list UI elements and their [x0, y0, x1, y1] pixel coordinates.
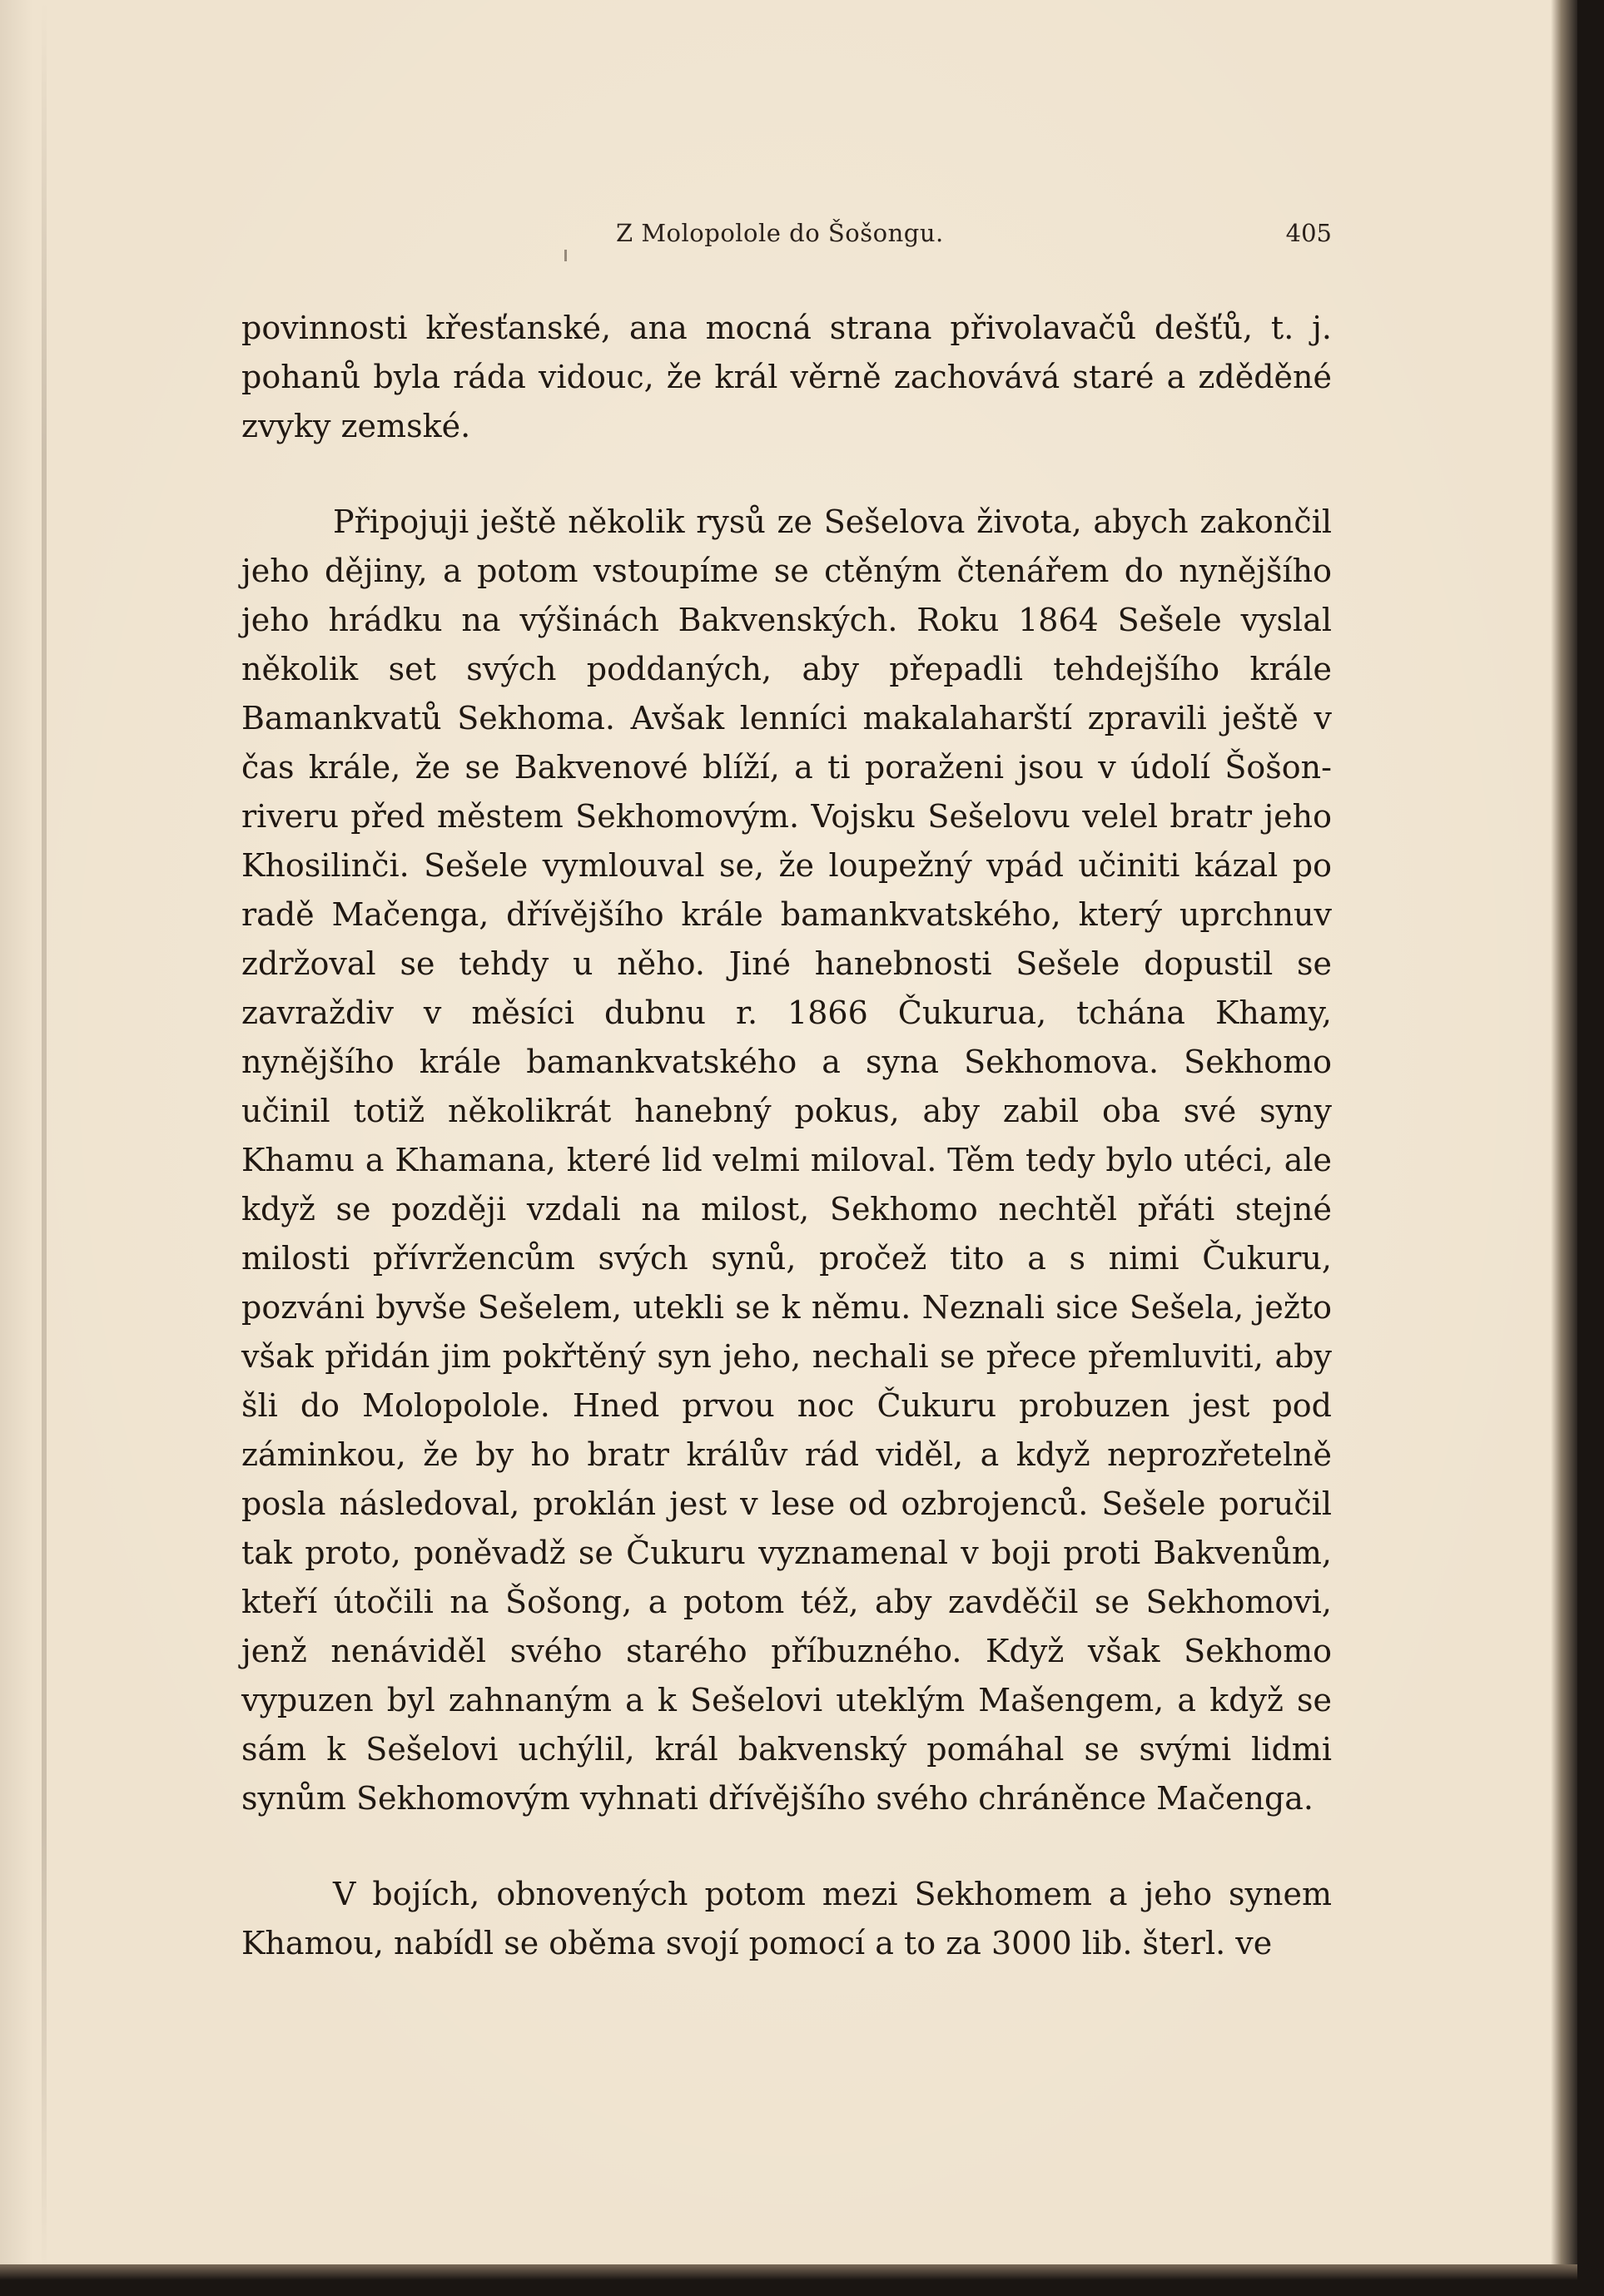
page-bottom-shadow: [0, 2264, 1577, 2280]
body-text: [241, 304, 1332, 1968]
running-head-title: Z Molopolole do Šošongu.: [616, 219, 944, 247]
paragraph: V bojích, obnovených potom mezi Sekhomem a jeho synem Khamou, nabídl se oběma svojí pomocí a to za 3000 lib. šterl. ve: [241, 1876, 1332, 1961]
paragraph: Připojuji ještě několik rysů ze Sešelova života, abych zakončil jeho dějiny, a potom vstoupíme se ctěným čtenářem do nynějšího jeho hrádku na výšinách Bakvenských. Roku 1864 Sešele vyslal několik set svých poddaných, aby přepadli tehdejšího krále Bamankvatů Sekhoma. Avšak lenníci makalaharští zpravili ještě v čas krále, že se Bakvenové blíží, a ti poraženi jsou v údolí Šošon-riveru před městem Sekhomovým. Vojsku Sešelovu velel bratr jeho Khosilinči. Sešele vymlouval se, že loupežný vpád učiniti kázal po radě Mačenga, dřívějšího krále bamankvatského, který uprchnuv zdržoval se tehdy u něho. Jiné hanebnosti Sešele dopustil se zavraždiv v měsíci dubnu r. 1866 Čukurua, tchána Khamy, nynějšího krále bamankvatského a syna Sekhomova. Sekhomo učinil totiž několikrát hanebný pokus, aby zabil oba své syny Khamu a Khamana, které lid velmi miloval. Těm tedy bylo utéci, ale když se později vzdali na milost, Sekhomo nechtěl přáti stejné milosti přívržencům svých synů, pročež tito a s nimi Čukuru, pozváni byvše Sešelem, utekli se k němu. Neznali sice Sešela, ježto však přidán jim pokřtěný syn jeho, nechali se přece přemluviti, aby šli do Molopolole. Hned prvou noc Čukuru probuzen jest pod záminkou, že by ho bratr králův rád viděl, a když neprozřetelně posla následoval, proklán jest v lese od ozbrojenců. Sešele poručil tak proto, poněvadž se Čukuru vyznamenal v boji proti Bakvenům, kteří útočili na Šošong, a potom též, aby zavděčil se Sekhomovi, jenž nenáviděl svého starého příbuzného. Když však Sekhomo vypuzen byl zahnaným a k Sešelovi uteklým Mašengem, a když se sám k Sešelovi uchýlil, král bakvenský pomáhal se svými lidmi synům Sekhomovým vyhnati dřívějšího svého chráněnce Mačenga.: [241, 503, 1332, 1817]
page-number: 405: [1285, 219, 1332, 247]
running-head: [241, 219, 1332, 260]
page-edge-shadow: [1551, 0, 1577, 2280]
paragraph: povinnosti křesťanské, ana mocná strana přivolavačů dešťů, t. j. pohanů byla ráda vidouc, že král věrně zachovává staré a zděděné zvyky zemské.: [241, 310, 1332, 444]
